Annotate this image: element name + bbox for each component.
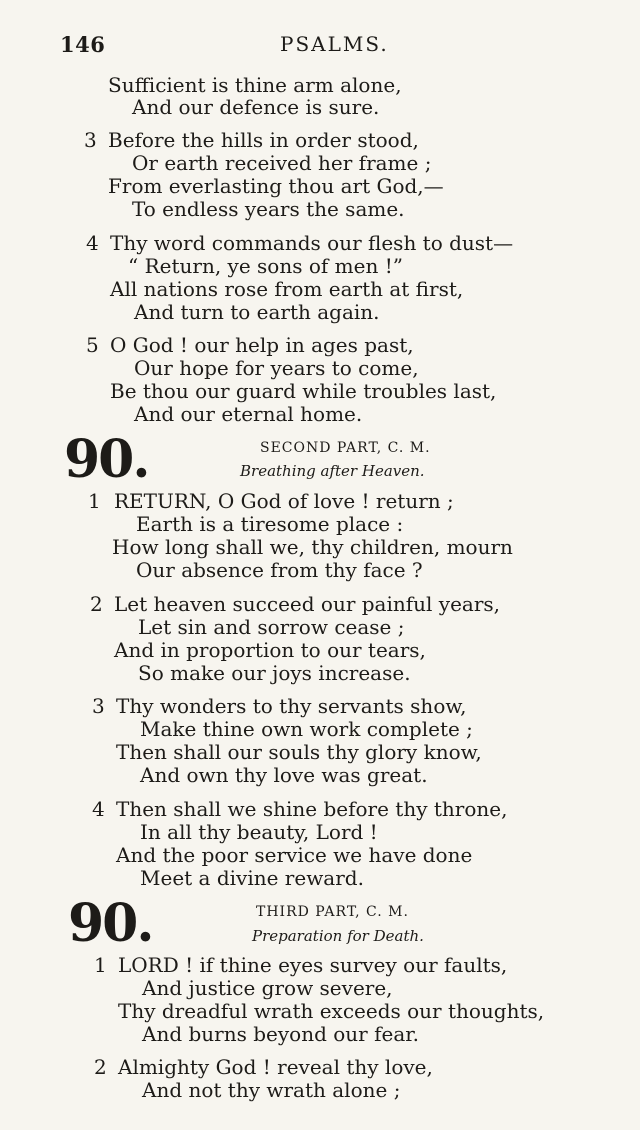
verse-line: Be thou our guard while troubles last, — [110, 379, 497, 403]
verse-line: So make our joys increase. — [138, 661, 411, 685]
verse-line: And burns beyond our fear. — [142, 1022, 419, 1046]
verse-line: Thy wonders to thy servants show, — [116, 694, 467, 718]
page-header — [0, 28, 640, 58]
verse-line: “ Return, ye sons of men !” — [128, 254, 403, 278]
verse-line: And own thy love was great. — [140, 763, 428, 787]
verse-line: LORD ! if thine eyes survey our faults, — [118, 953, 508, 977]
hymn-subtitle: Breathing after Heaven. — [240, 462, 425, 480]
verse-number: 3 — [84, 128, 97, 152]
verse-line: Our hope for years to come, — [134, 356, 419, 380]
verse-line: Our absence from thy face ? — [136, 558, 423, 582]
verse-number: 4 — [86, 231, 99, 255]
verse-line: And not thy wrath alone ; — [142, 1078, 401, 1102]
verse-line: Sufficient is thine arm alone, — [108, 73, 402, 97]
verse-line: And the poor service we have done — [116, 843, 473, 867]
verse-number: 2 — [90, 592, 103, 616]
verse-line: To endless years the same. — [132, 197, 405, 221]
verse-line: Thy dreadful wrath exceeds our thoughts, — [118, 999, 545, 1023]
verse-line: And in proportion to our tears, — [114, 638, 426, 662]
page-number: 146 — [60, 32, 106, 57]
hymn-part-label: THIRD PART, C. M. — [256, 904, 409, 920]
verse-line: And justice grow severe, — [142, 976, 393, 1000]
verse-line: And turn to earth again. — [134, 300, 380, 324]
verse-line: And our defence is sure. — [132, 95, 380, 119]
verse-line: All nations rose from earth at first, — [110, 277, 464, 301]
hymn-part-label: SECOND PART, C. M. — [260, 440, 431, 456]
verse-number: 3 — [92, 694, 105, 718]
verse-line: Then shall we shine before thy throne, — [116, 797, 508, 821]
verse-number: 2 — [94, 1055, 107, 1079]
verse-number: 1 — [94, 953, 107, 977]
verse-line: Or earth received her frame ; — [132, 151, 432, 175]
verse-number: 5 — [86, 333, 99, 357]
verse-number: 1 — [88, 489, 101, 513]
verse-line: And our eternal home. — [134, 402, 363, 426]
hymn-subtitle: Preparation for Death. — [252, 927, 424, 945]
verse-line: From everlasting thou art God,— — [108, 174, 444, 198]
verse-line: Let sin and sorrow cease ; — [138, 615, 405, 639]
verse-line: Meet a divine reward. — [140, 866, 364, 890]
verse-line: Then shall our souls thy glory know, — [116, 740, 482, 764]
verse-line: Almighty God ! reveal thy love, — [118, 1055, 433, 1079]
hymn-number: 90. — [64, 429, 149, 490]
verse-line: Let heaven succeed our painful years, — [114, 592, 501, 616]
running-title: PSALMS. — [280, 32, 389, 56]
verse-line: RETURN, O God of love ! return ; — [114, 489, 454, 513]
verse-line: Earth is a tiresome place : — [136, 512, 404, 536]
hymn-number: 90. — [68, 893, 153, 954]
verse-number: 4 — [92, 797, 105, 821]
verse-line: In all thy beauty, Lord ! — [140, 820, 378, 844]
verse-line: Thy word commands our flesh to dust— — [110, 231, 514, 255]
verse-line: Before the hills in order stood, — [108, 128, 419, 152]
verse-line: How long shall we, thy children, mourn — [112, 535, 513, 559]
verse-line: Make thine own work complete ; — [140, 717, 473, 741]
verse-line: O God ! our help in ages past, — [110, 333, 414, 357]
